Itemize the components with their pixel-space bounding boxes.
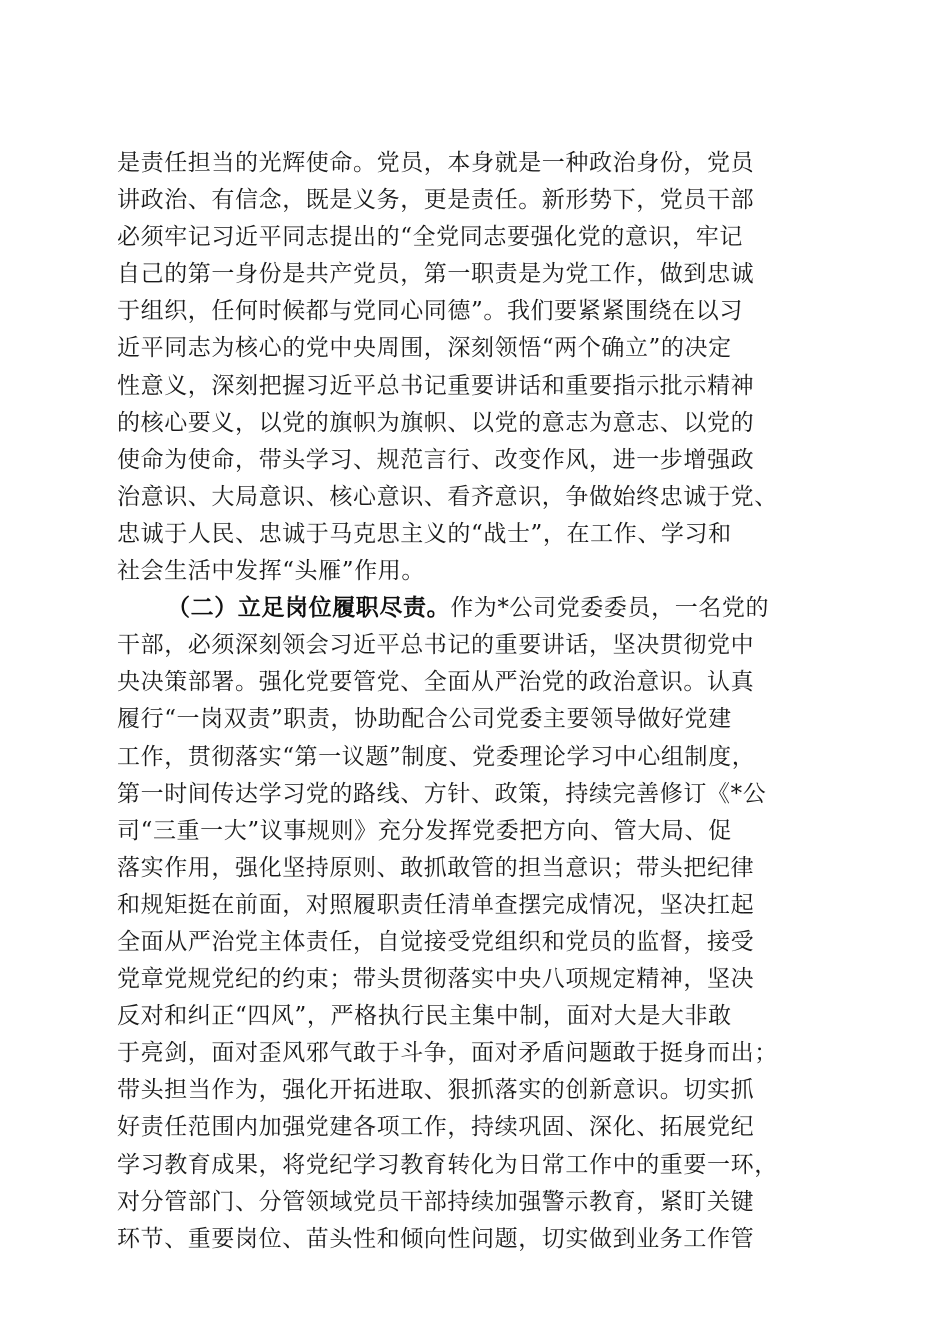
text-line: 性意义，深刻把握习近平总书记重要讲话和重要指示批示精神 [117, 372, 755, 399]
text-line: 好责任范围内加强党建各项工作，持续巩固、深化、拓展党纪 [117, 1114, 755, 1141]
body-text [117, 145, 837, 1258]
text-line: 对分管部门、分管领域党员干部持续加强警示教育，紧盯关键 [117, 1188, 755, 1215]
text-line: 近平同志为核心的党中央周围，深刻领悟“两个确立”的决定 [117, 335, 732, 362]
text-line: 党章党规党纪的约束；带头贯彻落实中央八项规定精神，坚决 [117, 966, 755, 993]
text-line: 环节、重要岗位、苗头性和倾向性问题，切实做到业务工作管 [117, 1225, 755, 1252]
text-line: 央决策部署。强化党要管党、全面从严治党的政治意识。认真 [117, 669, 755, 696]
text-line: 必须牢记习近平同志提出的“全党同志要强化党的意识，牢记 [117, 224, 743, 251]
text-line: 落实作用，强化坚持原则、敢抓敢管的担当意识；带头把纪律 [117, 854, 755, 881]
text-line: 第一时间传达学习党的路线、方针、政策，持续完善修订《*公 [117, 780, 767, 807]
text-line: 全面从严治党主体责任，自觉接受党组织和党员的监督，接受 [117, 928, 755, 955]
text-line: 反对和纠正“四风”，严格执行民主集中制，面对大是大非敢 [117, 1003, 732, 1030]
text-line: 于组织，任何时候都与党同心同德”。我们要紧紧围绕在以习 [117, 298, 743, 325]
section-heading-line [117, 590, 837, 627]
text-line: 带头担当作为，强化开拓进取、狠抓落实的创新意识。切实抓 [117, 1077, 755, 1104]
section-heading: （二）立足岗位履职尽责。 [167, 595, 451, 622]
text-line: 治意识、大局意识、核心意识、看齐意识，争做始终忠诚于党、 [117, 483, 778, 510]
text-line: 忠诚于人民、忠诚于马克思主义的“战士”，在工作、学习和 [117, 520, 732, 547]
text-line: 和规矩挺在前面，对照履职责任清单查摆完成情况，坚决扛起 [117, 891, 755, 918]
text-line: 使命为使命，带头学习、规范言行、改变作风，进一步增强政 [117, 446, 755, 473]
text-line: 的核心要义，以党的旗帜为旗帜、以党的意志为意志、以党的 [117, 409, 755, 436]
text-line: 司“三重一大”议事规则》充分发挥党委把方向、管大局、促 [117, 817, 732, 844]
heading-line-text: 作为*公司党委委员，一名党的 [450, 595, 770, 622]
text-line: 工作，贯彻落实“第一议题”制度、党委理论学习中心组制度， [117, 743, 756, 770]
text-line: 自己的第一身份是共产党员，第一职责是为党工作，做到忠诚 [117, 261, 755, 288]
text-line: 是责任担当的光辉使命。党员，本身就是一种政治身份，党员 [117, 150, 755, 176]
text-line: 学习教育成果，将党纪学习教育转化为日常工作中的重要一环， [117, 1151, 778, 1178]
text-line: 干部，必须深刻领会习近平总书记的重要讲话，坚决贯彻党中 [117, 632, 755, 659]
text-line: 社会生活中发挥“头雁”作用。 [117, 558, 425, 585]
text-line: 履行“一岗双责”职责，协助配合公司党委主要领导做好党建 [117, 706, 732, 733]
text-line: 讲政治、有信念，既是义务，更是责任。新形势下，党员干部 [117, 187, 755, 214]
text-line: 于亮剑，面对歪风邪气敢于斗争，面对矛盾问题敢于挺身而出； [117, 1040, 778, 1067]
